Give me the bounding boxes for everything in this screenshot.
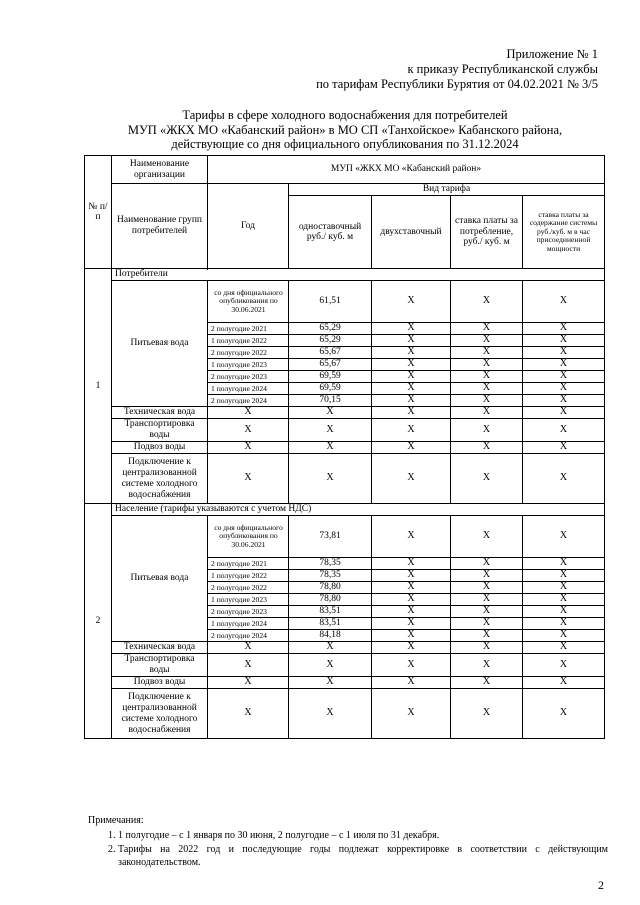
tariff-cell: X: [289, 642, 372, 654]
title-line-1: Тарифы в сфере холодного водоснабжения для потребителей: [182, 108, 508, 122]
double-rate-cell: X: [372, 558, 451, 570]
tariff-cell: X: [451, 689, 523, 739]
header-double-rate: двухставочный: [372, 196, 451, 269]
single-rate-cell: 65,67: [289, 359, 372, 371]
table-row: [85, 442, 605, 454]
single-rate-cell: 70,15: [289, 395, 372, 407]
consumption-rate-cell: X: [451, 335, 523, 347]
maintenance-rate-cell: X: [523, 594, 605, 606]
section-title: Население (тарифы указываются с учетом НДС): [112, 504, 605, 516]
tariff-cell: X: [523, 442, 605, 454]
double-rate-cell: X: [372, 335, 451, 347]
single-rate-cell: 65,29: [289, 323, 372, 335]
maintenance-rate-cell: X: [523, 570, 605, 582]
period-cell: 1 полугодие 2023: [208, 594, 289, 606]
period-cell: 2 полугодие 2024: [208, 395, 289, 407]
single-rate-cell: 78,35: [289, 558, 372, 570]
table-row: [85, 516, 605, 558]
document-title: [100, 108, 590, 152]
tariff-cell: X: [523, 454, 605, 504]
single-rate-cell: 83,51: [289, 618, 372, 630]
table-row: [85, 642, 605, 654]
page-number: 2: [598, 878, 604, 892]
table-row: [85, 677, 605, 689]
maintenance-rate-cell: X: [523, 359, 605, 371]
double-rate-cell: X: [372, 594, 451, 606]
tariff-cell: X: [289, 677, 372, 689]
tariff-cell: X: [372, 654, 451, 677]
title-line-3: действующие со дня официального опубликования по 31.12.2024: [171, 137, 519, 151]
consumption-rate-cell: X: [451, 359, 523, 371]
double-rate-cell: X: [372, 323, 451, 335]
tariff-cell: X: [451, 654, 523, 677]
consumer-group-name: Транспортировка воды: [112, 654, 208, 677]
drinking-water-label: Питьевая вода: [112, 516, 208, 642]
consumption-rate-cell: X: [451, 570, 523, 582]
consumption-rate-cell: X: [451, 281, 523, 323]
title-line-2: МУП «ЖКХ МО «Кабанский район» в МО СП «Танхойское» Кабанского района,: [127, 122, 563, 137]
tariff-cell: X: [451, 419, 523, 442]
tariff-cell: X: [451, 677, 523, 689]
section-number: 1: [85, 269, 112, 504]
table-row: [85, 281, 605, 323]
header-org-value: МУП «ЖКХ МО «Кабанский район»: [208, 156, 605, 184]
period-cell: 2 полугодие 2021: [208, 558, 289, 570]
tariff-cell: X: [372, 677, 451, 689]
tariff-cell: X: [289, 407, 372, 419]
period-cell: 1 полугодие 2024: [208, 618, 289, 630]
maintenance-rate-cell: X: [523, 606, 605, 618]
tariff-cell: X: [451, 454, 523, 504]
maintenance-rate-cell: X: [523, 335, 605, 347]
tariff-cell: X: [523, 642, 605, 654]
single-rate-cell: 61,51: [289, 281, 372, 323]
double-rate-cell: X: [372, 570, 451, 582]
appendix-line-2: к приказу Республиканской службы: [407, 62, 598, 76]
consumer-group-name: Подключение к централизованной системе холодного водоснабжения: [112, 454, 208, 504]
appendix-line-1: Приложение № 1: [506, 47, 598, 61]
maintenance-rate-cell: X: [523, 383, 605, 395]
consumption-rate-cell: X: [451, 558, 523, 570]
section-title-row: [85, 269, 605, 281]
consumption-rate-cell: X: [451, 323, 523, 335]
single-rate-cell: 65,67: [289, 347, 372, 359]
consumption-rate-cell: X: [451, 395, 523, 407]
consumption-rate-cell: X: [451, 618, 523, 630]
header-maintenance-rate: ставка платы за содержание системы руб./куб. м в час присоединенной мощности: [523, 196, 605, 269]
table-row: [85, 654, 605, 677]
period-cell: 1 полугодие 2022: [208, 335, 289, 347]
maintenance-rate-cell: X: [523, 281, 605, 323]
appendix-header: [316, 47, 598, 92]
double-rate-cell: X: [372, 347, 451, 359]
maintenance-rate-cell: X: [523, 323, 605, 335]
header-single-rate: одноставочный руб./ куб. м: [289, 196, 372, 269]
table-row: [85, 689, 605, 739]
period-cell: со дня официального опубликования по 30.06.2021: [208, 281, 289, 323]
double-rate-cell: X: [372, 383, 451, 395]
maintenance-rate-cell: X: [523, 347, 605, 359]
note-item: 1. 1 полугодие – с 1 января по 30 июня, 2 полугодие – с 1 июля по 31 декабря.: [118, 829, 608, 842]
section-title: Потребители: [112, 269, 605, 281]
single-rate-cell: 84,18: [289, 630, 372, 642]
tariff-cell: X: [372, 442, 451, 454]
consumption-rate-cell: X: [451, 594, 523, 606]
period-cell: 1 полугодие 2022: [208, 570, 289, 582]
consumption-rate-cell: X: [451, 347, 523, 359]
double-rate-cell: X: [372, 516, 451, 558]
maintenance-rate-cell: X: [523, 618, 605, 630]
single-rate-cell: 83,51: [289, 606, 372, 618]
consumer-group-name: Техническая вода: [112, 407, 208, 419]
tariff-cell: X: [208, 654, 289, 677]
header-year: Год: [208, 184, 289, 269]
header-org-label: Наименование организации: [112, 156, 208, 184]
header-group-label: Наименование групп потребителей: [112, 184, 208, 269]
tariff-cell: X: [289, 454, 372, 504]
period-cell: 2 полугодие 2023: [208, 606, 289, 618]
maintenance-rate-cell: X: [523, 516, 605, 558]
tariff-cell: X: [523, 689, 605, 739]
header-tariff-kind: Вид тарифа: [289, 184, 605, 196]
double-rate-cell: X: [372, 582, 451, 594]
note-item: 2. Тарифы на 2022 год и последующие годы подлежат корректировке в соответствии с действующим законодательством.: [118, 843, 608, 869]
maintenance-rate-cell: X: [523, 558, 605, 570]
double-rate-cell: X: [372, 359, 451, 371]
single-rate-cell: 69,59: [289, 383, 372, 395]
period-cell: 2 полугодие 2022: [208, 582, 289, 594]
tariff-cell: X: [289, 689, 372, 739]
tariff-cell: X: [208, 442, 289, 454]
tariff-table-body: [85, 156, 605, 739]
period-cell: 2 полугодие 2022: [208, 347, 289, 359]
tariff-cell: X: [289, 654, 372, 677]
consumer-group-name: Подвоз воды: [112, 677, 208, 689]
tariff-cell: X: [372, 642, 451, 654]
double-rate-cell: X: [372, 371, 451, 383]
tariff-cell: X: [289, 419, 372, 442]
consumption-rate-cell: X: [451, 383, 523, 395]
tariff-cell: X: [451, 442, 523, 454]
tariff-cell: X: [523, 407, 605, 419]
maintenance-rate-cell: X: [523, 371, 605, 383]
notes: [88, 814, 608, 870]
consumer-group-name: Подвоз воды: [112, 442, 208, 454]
table-row: [85, 454, 605, 504]
single-rate-cell: 69,59: [289, 371, 372, 383]
tariff-cell: X: [451, 407, 523, 419]
single-rate-cell: 78,80: [289, 594, 372, 606]
tariff-cell: X: [289, 442, 372, 454]
consumer-group-name: Подключение к централизованной системе холодного водоснабжения: [112, 689, 208, 739]
tariff-cell: X: [523, 677, 605, 689]
tariff-table: [84, 155, 605, 739]
section-title-row: [85, 504, 605, 516]
period-cell: 2 полугодие 2021: [208, 323, 289, 335]
tariff-cell: X: [523, 654, 605, 677]
single-rate-cell: 78,80: [289, 582, 372, 594]
double-rate-cell: X: [372, 618, 451, 630]
tariff-cell: X: [372, 454, 451, 504]
consumer-group-name: Техническая вода: [112, 642, 208, 654]
table-row: [85, 407, 605, 419]
single-rate-cell: 73,81: [289, 516, 372, 558]
consumption-rate-cell: X: [451, 582, 523, 594]
consumer-group-name: Транспортировка воды: [112, 419, 208, 442]
tariff-cell: X: [208, 677, 289, 689]
notes-list: [88, 829, 608, 869]
double-rate-cell: X: [372, 281, 451, 323]
tariff-cell: X: [208, 407, 289, 419]
maintenance-rate-cell: X: [523, 582, 605, 594]
consumption-rate-cell: X: [451, 371, 523, 383]
table-row: [85, 419, 605, 442]
tariff-cell: X: [208, 642, 289, 654]
maintenance-rate-cell: X: [523, 395, 605, 407]
consumption-rate-cell: X: [451, 516, 523, 558]
double-rate-cell: X: [372, 395, 451, 407]
tariff-cell: X: [208, 454, 289, 504]
period-cell: со дня официального опубликования по 30.06.2021: [208, 516, 289, 558]
maintenance-rate-cell: X: [523, 630, 605, 642]
tariff-cell: X: [208, 419, 289, 442]
double-rate-cell: X: [372, 606, 451, 618]
tariff-cell: X: [372, 407, 451, 419]
header-num: № п/п: [85, 156, 112, 269]
notes-title: Примечания:: [88, 815, 144, 826]
single-rate-cell: 65,29: [289, 335, 372, 347]
period-cell: 2 полугодие 2023: [208, 371, 289, 383]
drinking-water-label: Питьевая вода: [112, 281, 208, 407]
period-cell: 1 полугодие 2024: [208, 383, 289, 395]
tariff-cell: X: [372, 689, 451, 739]
period-cell: 2 полугодие 2024: [208, 630, 289, 642]
period-cell: 1 полугодие 2023: [208, 359, 289, 371]
single-rate-cell: 78,35: [289, 570, 372, 582]
consumption-rate-cell: X: [451, 630, 523, 642]
tariff-cell: X: [208, 689, 289, 739]
tariff-cell: X: [451, 642, 523, 654]
section-number: 2: [85, 504, 112, 739]
header-consumption-rate: ставка платы за потребление, руб./ куб. м: [451, 196, 523, 269]
appendix-line-3: по тарифам Республики Бурятия от 04.02.2021 № 3/5: [316, 77, 598, 91]
consumption-rate-cell: X: [451, 606, 523, 618]
tariff-cell: X: [372, 419, 451, 442]
tariff-cell: X: [523, 419, 605, 442]
double-rate-cell: X: [372, 630, 451, 642]
